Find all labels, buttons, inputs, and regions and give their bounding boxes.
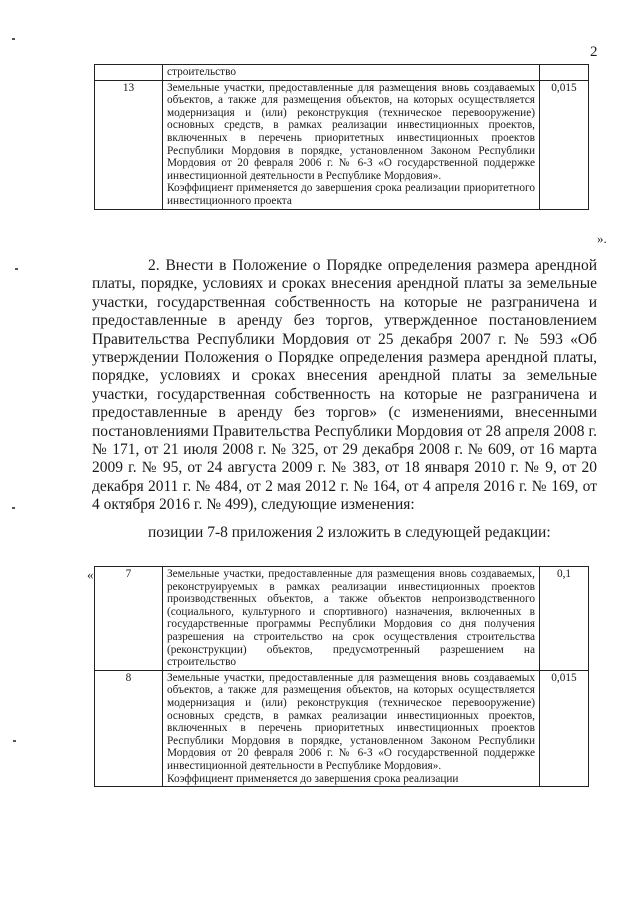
row-number-cell: 7	[95, 567, 163, 671]
row-coefficient-cell	[540, 65, 589, 81]
row-number-cell: 13	[95, 80, 163, 209]
scan-artifact-mark	[15, 268, 18, 270]
table-row	[95, 80, 589, 209]
row-coefficient-cell: 0,015	[540, 670, 589, 786]
row-description-cell	[163, 670, 540, 786]
table-row	[95, 65, 589, 81]
coefficient-table-bottom	[94, 566, 589, 787]
row-note-text: Коэффициент применяется до завершения срока реализации	[167, 772, 459, 785]
table-row	[95, 567, 589, 671]
row-coefficient-cell: 0,1	[540, 567, 589, 671]
row-description-text: Земельные участки, предоставленные для размещения вновь создаваемых объектов, а также для размещения объектов, на которых осуществляется модернизация и (или) реконструкция (техническое перевооружение) основных средств, в рамках реализации инвестиционных проектов, включенных в перечень приоритетных инвестиционных проектов Республики Мордовия в порядке, установленном Законом Республики Мордовия от 20 февраля 2006 г. № 6-З «О государственной поддержке инвестиционной деятельности в Республике Мордовия».	[167, 671, 535, 772]
amendment-paragraph: 2. Внести в Положение о Порядке определения размера арендной платы, порядке, условиях и сроках внесения арендной платы за земельные участки, государственная собственность на которые не разграничена и предоставленные в аренду без торгов, утвержденное постановлением Правительства Республики Мордовия от 25 декабря 2007 г. № 593 «Об утверждении Положения о Порядке определения размера арендной платы, порядке, условиях и сроках внесения арендной платы за земельные участки, государственная собственность на которые не разграничена и предоставленные в аренду без торгов» (с изменениями, внесенными постановлениями Правительства Республики Мордовия от 28 апреля 2008 г. № 171, от 21 июля 2008 г. № 325, от 29 декабря 2008 г. № 609, от 16 марта 2009 г. № 95, от 24 августа 2009 г. № 383, от 18 января 2010 г. № 9, от 20 декабря 2011 г. № 484, от 2 мая 2012 г. № 164, от 4 апреля 2016 г. № 169, от 4 октября 2016 г. № 499), следующие изменения:	[92, 257, 597, 514]
closing-quote-mark: ».	[597, 231, 607, 246]
row-description-cell: Земельные участки, предоставленные для размещения вновь создаваемых, реконструируемых в рамках реализации инвестиционных проектов производственных объектов, а также объектов непроизводственного (социального, культурного и спортивного) назначения, включенных в государственные программы Республики Мордовия со дня получения разрешения на строительство на срок осуществления строительства (реконструкции) объектов, предусмотренный разрешением на строительство	[163, 567, 540, 671]
row-description-cell: строительство	[163, 65, 540, 81]
table-row	[95, 670, 589, 786]
opening-quote-mark: «	[87, 567, 94, 582]
row-description-text: Земельные участки, предоставленные для размещения вновь создаваемых объектов, а также для размещения объектов, на которых осуществляется модернизация и (или) реконструкция (техническое перевооружение) основных средств, в рамках реализации инвестиционных проектов, включенных в перечень приоритетных инвестиционных проектов Республики Мордовия в порядке, установленном Законом Республики Мордовия от 20 февраля 2006 г. № 6-З «О государственной поддержке инвестиционной деятельности в Республике Мордовия».	[167, 81, 535, 182]
coefficient-table-top	[94, 64, 589, 210]
row-number-cell: 8	[95, 670, 163, 786]
scan-artifact-mark	[12, 507, 15, 509]
scan-artifact-mark	[13, 740, 16, 742]
row-description-cell	[163, 80, 540, 209]
row-coefficient-cell: 0,015	[540, 80, 589, 209]
page-number: 2	[590, 44, 598, 60]
row-number-cell	[95, 65, 163, 81]
row-note-text: Коэффициент применяется до завершения срока реализации приоритетного инвестиционного проекта	[167, 182, 535, 207]
scan-artifact-mark	[12, 38, 15, 40]
instruction-paragraph: позиции 7-8 приложения 2 изложить в следующей редакции:	[148, 524, 551, 541]
